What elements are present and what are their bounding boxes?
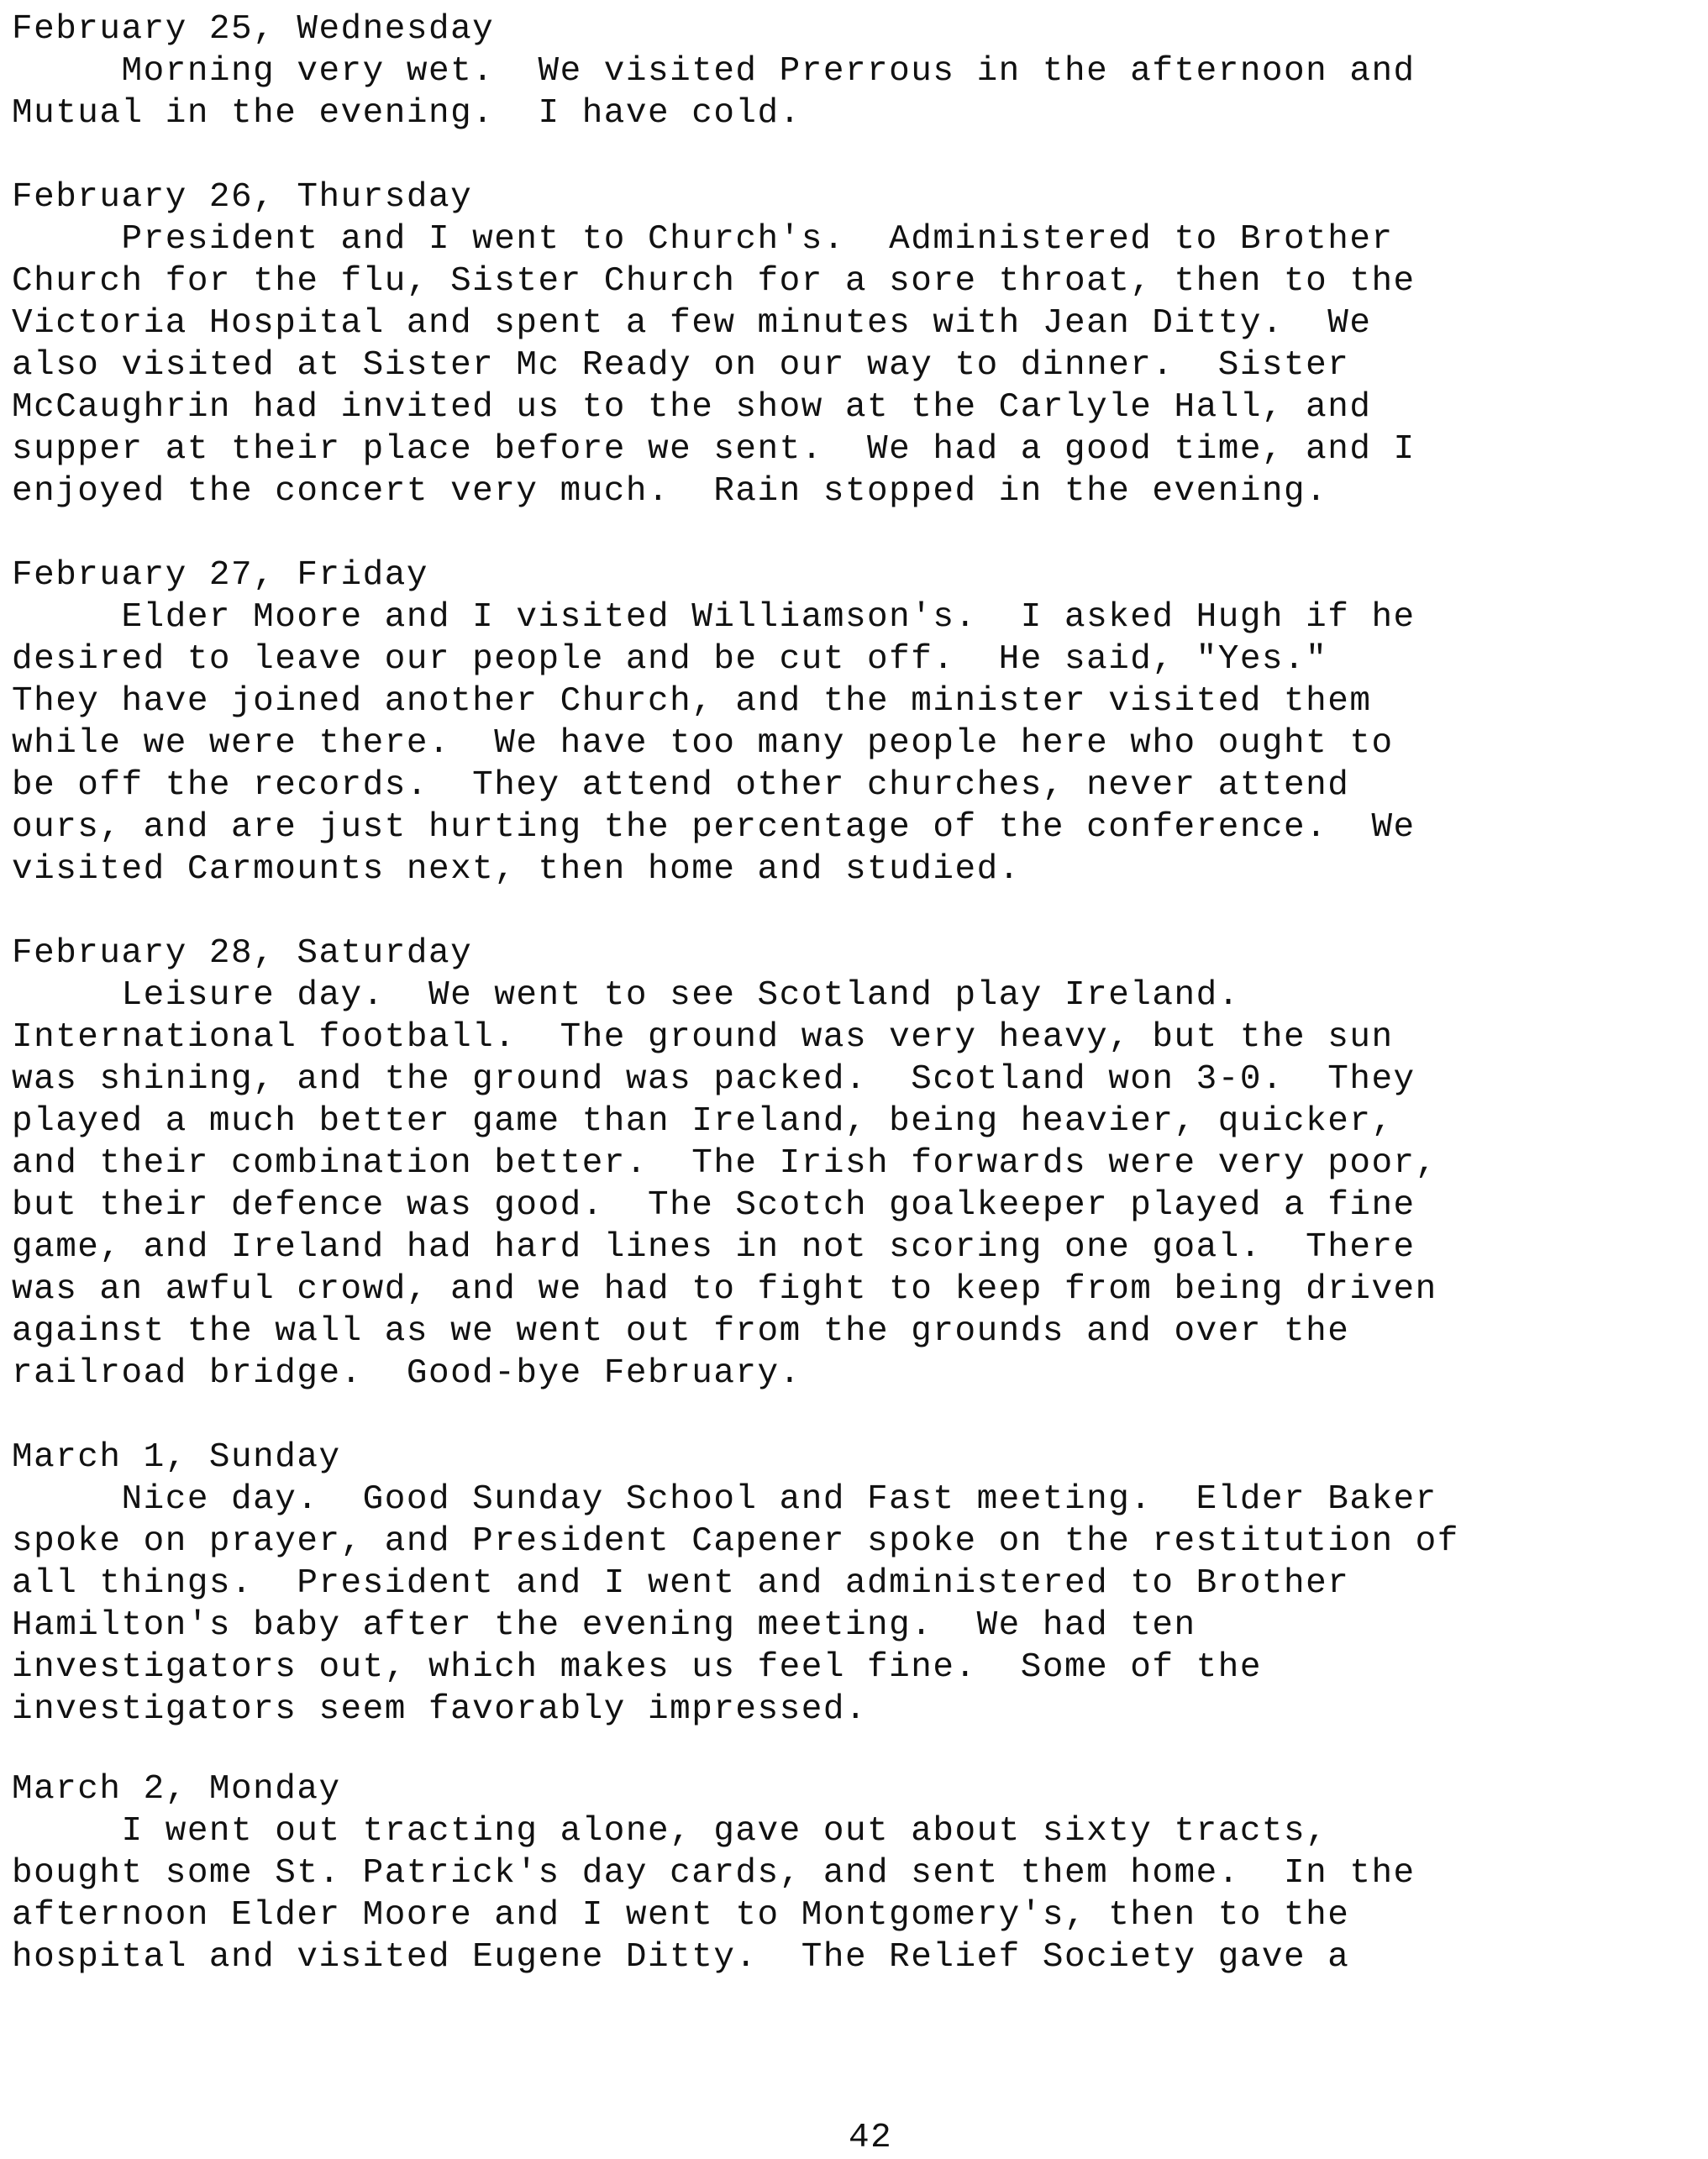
- entry-text-line: while we were there. We have too many people here who ought to: [12, 724, 1394, 763]
- entry-text-line: Morning very wet. We visited Prerrous in the afternoon and: [12, 52, 1416, 91]
- entry-text-line: and their combination better. The Irish forwards were very poor,: [12, 1144, 1437, 1183]
- entry-text-line: game, and Ireland had hard lines in not scoring one goal. There: [12, 1228, 1416, 1267]
- entry-text-line: Church for the flu, Sister Church for a sore throat, then to the: [12, 262, 1416, 301]
- entry-text-line: enjoyed the concert very much. Rain stopped in the evening.: [12, 472, 1328, 511]
- journal-entry-mar-2: [12, 1768, 1700, 1978]
- entry-text-line: investigators out, which makes us feel fine. Some of the: [12, 1648, 1262, 1687]
- entry-date-heading: March 2, Monday: [12, 1770, 341, 1809]
- entry-text-line: be off the records. They attend other churches, never attend: [12, 766, 1350, 805]
- entry-text-line: Nice day. Good Sunday School and Fast meeting. Elder Baker: [12, 1480, 1437, 1519]
- journal-entry-feb-27: [12, 554, 1700, 890]
- entry-text-line: desired to leave our people and be cut off. He said, "Yes.": [12, 640, 1328, 679]
- entry-text-line: Victoria Hospital and spent a few minutes with Jean Ditty. We: [12, 304, 1372, 343]
- entry-text-line: Elder Moore and I visited Williamson's. I asked Hugh if he: [12, 598, 1416, 637]
- entry-text-line: spoke on prayer, and President Capener spoke on the restitution of: [12, 1522, 1459, 1561]
- entry-text-line: Hamilton's baby after the evening meeting. We had ten: [12, 1606, 1196, 1645]
- entry-text-line: investigators seem favorably impressed.: [12, 1690, 868, 1729]
- entry-text-line: was shining, and the ground was packed. Scotland won 3-0. They: [12, 1060, 1416, 1099]
- entry-text-line: but their defence was good. The Scotch goalkeeper played a fine: [12, 1186, 1416, 1225]
- entry-text-line: ours, and are just hurting the percentage of the conference. We: [12, 808, 1416, 847]
- journal-entry-feb-28: [12, 932, 1700, 1395]
- entry-text-line: played a much better game than Ireland, being heavier, quicker,: [12, 1102, 1394, 1141]
- entry-text-line: International football. The ground was very heavy, but the sun: [12, 1018, 1394, 1057]
- entry-text-line: bought some St. Patrick's day cards, and sent them home. In the: [12, 1854, 1416, 1893]
- entry-text-line: I went out tracting alone, gave out about sixty tracts,: [12, 1812, 1328, 1851]
- journal-entry-feb-26: [12, 176, 1700, 512]
- entry-date-heading: March 1, Sunday: [12, 1438, 341, 1477]
- page-number: 42: [849, 2119, 893, 2157]
- entry-date-heading: February 26, Thursday: [12, 178, 473, 217]
- entry-text-line: Mutual in the evening. I have cold.: [12, 94, 801, 133]
- entry-text-line: They have joined another Church, and the minister visited them: [12, 682, 1372, 721]
- entry-text-line: was an awful crowd, and we had to fight to keep from being driven: [12, 1270, 1437, 1309]
- entry-text-line: railroad bridge. Good-bye February.: [12, 1354, 801, 1393]
- entry-text-line: visited Carmounts next, then home and studied.: [12, 850, 1021, 889]
- entry-date-heading: February 25, Wednesday: [12, 10, 495, 49]
- entry-text-line: hospital and visited Eugene Ditty. The Relief Society gave a: [12, 1938, 1350, 1977]
- entry-date-heading: February 27, Friday: [12, 556, 428, 595]
- entry-text-line: also visited at Sister Mc Ready on our way to dinner. Sister: [12, 346, 1350, 385]
- entry-text-line: against the wall as we went out from the grounds and over the: [12, 1312, 1350, 1351]
- entry-text-line: supper at their place before we sent. We had a good time, and I: [12, 430, 1416, 469]
- entry-text-line: Leisure day. We went to see Scotland play Ireland.: [12, 976, 1240, 1015]
- journal-entry-feb-25: [12, 8, 1700, 134]
- entry-date-heading: February 28, Saturday: [12, 934, 473, 973]
- entry-text-line: President and I went to Church's. Administered to Brother: [12, 220, 1394, 259]
- entry-text-line: McCaughrin had invited us to the show at the Carlyle Hall, and: [12, 388, 1372, 427]
- entry-text-line: afternoon Elder Moore and I went to Montgomery's, then to the: [12, 1896, 1350, 1935]
- entry-text-line: all things. President and I went and administered to Brother: [12, 1564, 1350, 1603]
- journal-entry-mar-1: [12, 1437, 1700, 1731]
